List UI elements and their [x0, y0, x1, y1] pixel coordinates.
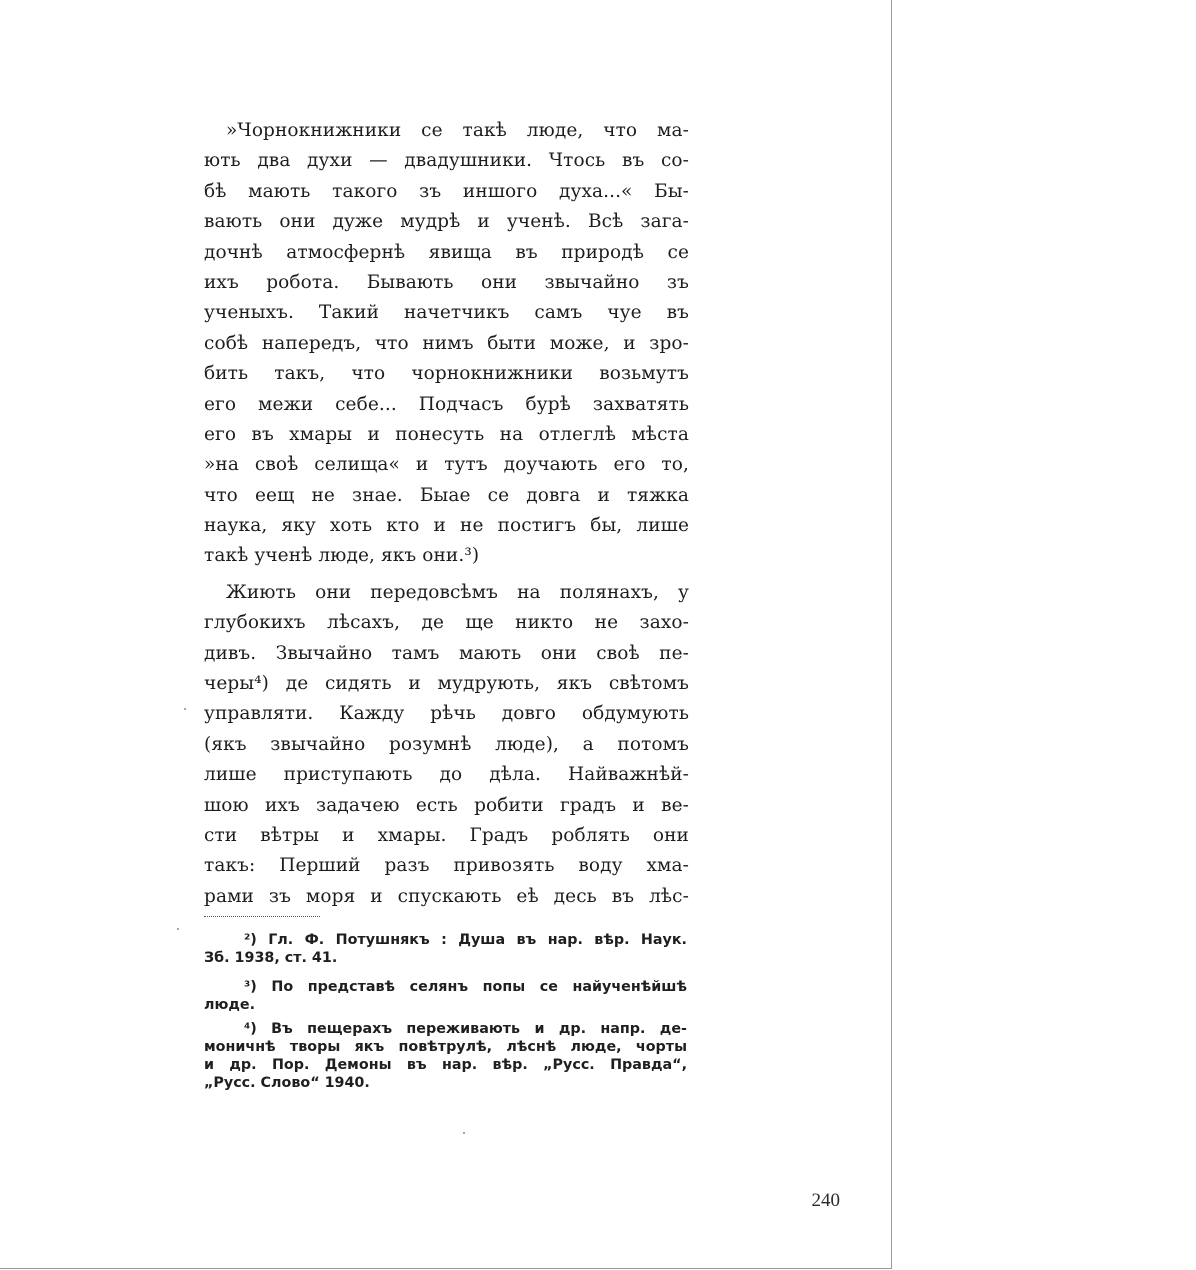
text-line: черы⁴) де сидять и мудрують, якъ свѣтомъ [204, 673, 689, 695]
text-line: глубокихъ лѣсахъ, де ще никто не захо- [204, 612, 689, 634]
text-line: Жиють они передовсѣмъ на полянахъ, у [226, 581, 689, 603]
footnote-3 [204, 978, 687, 1014]
main-text [204, 116, 689, 912]
footnote-line: ³) По представѣ селянъ попы се найученѣйшѣ [244, 979, 687, 995]
footnote-line: и др. Пор. Демоны въ нар. вѣр. „Русс. Правда“, [204, 1057, 687, 1073]
text-line: сти вѣтры и хмары. Градъ роблять они [204, 824, 689, 846]
text-line: такѣ ученѣ люде, якъ они.³) [204, 545, 480, 567]
scan-speck [184, 708, 186, 710]
text-line: дочнѣ атмосфернѣ явища въ природѣ се [204, 241, 689, 263]
footnote-2 [204, 931, 687, 967]
text-line: его межи себе... Подчасъ бурѣ захватять [204, 393, 689, 415]
text-line: бить такъ, что чорнокнижники возьмутъ [204, 363, 689, 385]
text-line: управляти. Кажду рѣчь довго обдумують [204, 703, 689, 725]
footnote-line: Зб. 1938, ст. 41. [204, 950, 338, 966]
text-line: бѣ мають такого зъ иншого духа...« Бы- [204, 180, 689, 202]
text-line: собѣ напередъ, что нимъ быти може, и зро- [204, 332, 689, 354]
footnote-gap [204, 967, 687, 978]
footnote-4 [204, 1020, 687, 1092]
page-number: 240 [811, 1190, 840, 1211]
paragraph-1 [204, 116, 689, 572]
footnote-separator [204, 916, 320, 917]
text-line: наука, яку хоть кто и не постигъ бы, лише [204, 515, 689, 537]
text-line: лише приступають до дѣла. Найважнѣй- [204, 764, 689, 786]
text-line: ють два духи — двадушники. Чтось въ со- [204, 150, 689, 172]
paragraph-2 [204, 578, 689, 912]
text-line: рами зъ моря и спускають еѣ десь въ лѣс- [204, 885, 689, 907]
footnotes [204, 931, 687, 1092]
text-line: вають они дуже мудрѣ и ученѣ. Всѣ зага- [204, 211, 689, 233]
scan-speck [463, 1132, 465, 1134]
footnote-line: ⁴) Въ пещерахъ переживають и др. напр. де- [244, 1021, 687, 1037]
scan-speck [177, 928, 179, 930]
text-line: (якъ звычайно розумнѣ люде), а потомъ [204, 733, 689, 755]
footnote-line: ²) Гл. Ф. Потушнякъ : Душа въ нар. вѣр. Наук. [244, 932, 687, 948]
text-line: ихъ робота. Бывають они звычайно зъ [204, 271, 689, 293]
text-line: дивъ. Звычайно тамъ мають они своѣ пе- [204, 642, 689, 664]
text-line: »на своѣ селища« и тутъ доучають его то, [204, 454, 689, 476]
text-line: его въ хмары и понесуть на отлеглѣ мѣста [204, 423, 689, 445]
footnote-line: люде. [204, 997, 256, 1013]
text-line: »Чорнокнижники се такѣ люде, что ма- [226, 120, 689, 141]
footnote-line: моничнѣ творы якъ повѣтрулѣ, лѣснѣ люде, чорты [204, 1039, 687, 1055]
text-line: что еещ не знае. Быае се довга и тяжка [204, 484, 689, 506]
text-line: ученыхъ. Такий начетчикъ самъ чуе въ [204, 302, 689, 324]
footnote-line: „Русс. Слово“ 1940. [204, 1075, 370, 1091]
text-line: такъ: Перший разъ привозять воду хма- [204, 855, 689, 877]
text-line: шою ихъ задачею есть робити градъ и ве- [204, 794, 689, 816]
